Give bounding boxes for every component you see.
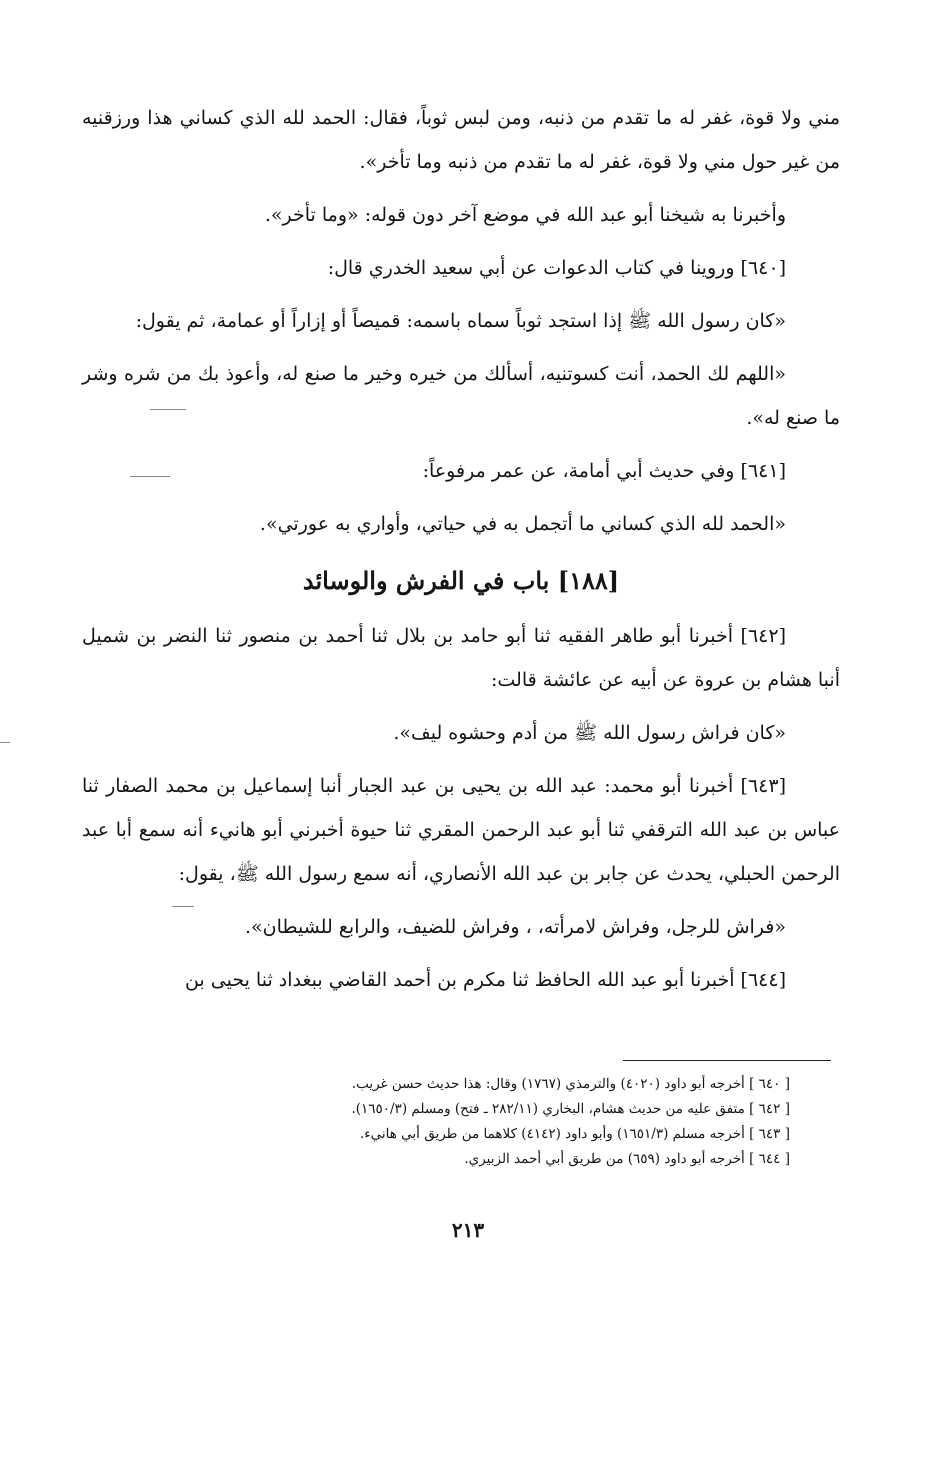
footnotes <box>82 1072 790 1172</box>
main-text <box>82 96 840 1011</box>
page-number: ٢١٣ <box>451 1218 485 1242</box>
quote: «الحمد لله الذي كساني ما أتجمل به في حياتي، وأواري به عورتي». <box>259 513 786 535</box>
paragraph: مني ولا قوة، غفر له ما تقدم من ذنبه، ومن لبس ثوباً، فقال: الحمد لله الذي كساني هذا ورزقنيه من غير حول مني ولا قوة، غفر له ما تقدم من ذنبه وما تأخر». <box>82 107 840 173</box>
supplication: «اللهم لك الحمد، أنت كسوتنيه، أسألك من خيره وخير ما صنع له، وأعوذ بك من شره وشر ما صنع له». <box>82 363 840 429</box>
hadith-640: [٦٤٠] وروينا في كتاب الدعوات عن أبي سعيد الخدري قال: <box>327 257 786 279</box>
footnote-divider <box>623 1060 831 1061</box>
footnote: [ ٦٤٤ ] أخرجه أبو داود (٦٥٩) من طريق أبي أحمد الزبيري. <box>464 1151 790 1167</box>
chapter-heading: [١٨٨] باب في الفرش والوسائد <box>302 566 620 595</box>
hadith-644: [٦٤٤] أخبرنا أبو عبد الله الحافظ ثنا مكرم بن أحمد القاضي ببغداد ثنا يحيى بن <box>184 969 786 991</box>
quote: «فراش للرجل، وفراش لامرأته، ، وفراش للضيف، والرابع للشيطان». <box>245 916 786 938</box>
hadith-642: [٦٤٢] أخبرنا أبو طاهر الفقيه ثنا أبو حامد بن بلال ثنا أحمد بن منصور ثنا النضر بن شميل أنبا هشام بن عروة عن أبيه عن عائشة قالت: <box>82 625 840 691</box>
paragraph: وأخبرنا به شيخنا أبو عبد الله في موضع آخر دون قوله: «وما تأخر». <box>264 204 786 226</box>
quote: «كان فراش رسول الله ﷺ من أدم وحشوه ليف». <box>393 722 786 744</box>
hadith-643: [٦٤٣] أخبرنا أبو محمد: عبد الله بن يحيى بن عبد الجبار أنبا إسماعيل بن محمد الصفار ثنا عباس بن عبد الله الترقفي ثنا أبو عبد الرحمن المقري ثنا حيوة أخبرني أبو هانيء أنه سمع أبا عبد الرحمن الحبلي، يحدث عن جابر بن عبد الله الأنصاري، أنه سمع رسول الله ﷺ، يقول: <box>82 775 840 885</box>
scan-speck <box>150 409 186 410</box>
scan-speck <box>172 906 194 907</box>
footnote: [ ٦٤٢ ] متفق عليه من حديث هشام، البخاري (٢٨٢/١١ ـ فتح) ومسلم (١٦٥٠/٣). <box>351 1101 790 1117</box>
quote: «كان رسول الله ﷺ إذا استجد ثوباً سماه باسمه: قميصاً أو إزاراً أو عمامة، ثم يقول: <box>135 310 786 332</box>
footnote: [ ٦٤٣ ] أخرجه مسلم (١٦٥١/٣) وأبو داود (٤١٤٢) كلاهما من طريق أبي هانيء. <box>359 1126 790 1142</box>
hadith-641: [٦٤١] وفي حديث أبي أمامة، عن عمر مرفوعاً: <box>422 460 786 482</box>
scan-speck <box>0 742 10 743</box>
footnote: [ ٦٤٠ ] أخرجه أبو داود (٤٠٢٠) والترمذي (١٧٦٧) وقال: هذا حديث حسن غريب. <box>351 1076 790 1092</box>
scan-speck <box>130 476 170 477</box>
